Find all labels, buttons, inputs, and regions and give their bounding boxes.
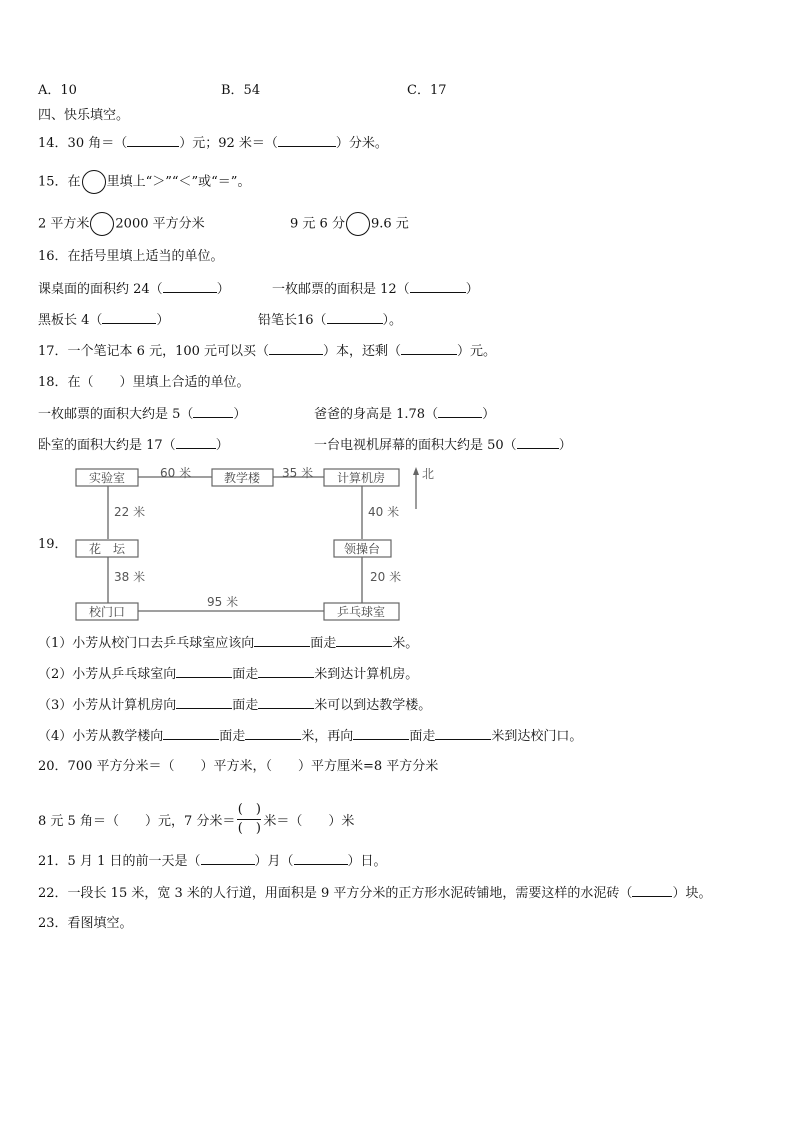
question-16-row: 铅笔长16（ ）。: [258, 313, 403, 328]
question-16-row: 一枚邮票的面积是 12（ ）: [272, 282, 479, 297]
option-a: A．10: [38, 83, 77, 98]
answer-blank[interactable]: [176, 665, 232, 678]
answer-blank[interactable]: [193, 405, 233, 418]
answer-blank[interactable]: [163, 727, 219, 740]
question-15: 15．在 里填上“＞”“＜”或“＝”。: [38, 170, 250, 194]
answer-blank[interactable]: [163, 280, 217, 293]
answer-blank[interactable]: [294, 852, 348, 865]
question-20-row: 8 元 5 角＝（ ）元，7 分米＝ $\frac{( )}{( )}$ 米＝（ ）米: [38, 802, 355, 836]
answer-blank[interactable]: [269, 342, 323, 355]
map-lab-label: 实验室: [88, 471, 126, 485]
answer-blank[interactable]: [336, 634, 392, 647]
north-label: 北: [422, 467, 435, 481]
answer-blank[interactable]: [176, 696, 232, 709]
question-14: 14．30 角＝（ ）元；92 米＝（ ）分米。: [38, 136, 388, 151]
compare-circle[interactable]: [90, 212, 114, 236]
answer-blank[interactable]: [632, 884, 672, 897]
map-garden-label: 花 坛: [88, 542, 126, 556]
question-19-sub2: （2）小芳从乒乓球室向 面走 米到达计算机房。: [38, 667, 419, 682]
question-15-row: 2 平方米 2000 平方分米: [38, 212, 205, 236]
school-route-map: [70, 464, 440, 624]
question-22: 22．一段长 15 米，宽 3 米的人行道，用面积是 9 平方分米的正方形水泥砖铺地，需要这样的水泥砖（ ）块。: [38, 886, 712, 901]
fraction-blank[interactable]: $\frac{( )}{( )}$: [237, 802, 261, 836]
distance-label: 20 米: [370, 570, 402, 584]
answer-blank[interactable]: [254, 634, 310, 647]
question-15-row: 9 元 6 分 9.6 元: [290, 212, 409, 236]
question-19-sub4: （4）小芳从教学楼向 面走 米，再向 面走 米到达校门口。: [38, 729, 583, 744]
question-23: 23．看图填空。: [38, 916, 133, 931]
question-18-row: 一枚邮票的面积大约是 5（ ）: [38, 407, 247, 422]
answer-blank[interactable]: [258, 665, 314, 678]
question-16: 16．在括号里填上适当的单位。: [38, 249, 224, 264]
north-arrow-icon: [413, 467, 419, 475]
question-19-sub1: （1）小芳从校门口去乒乓球室应该向 面走 米。: [38, 636, 419, 651]
map-teaching-building-label: 教学楼: [223, 471, 261, 485]
answer-blank[interactable]: [278, 134, 336, 147]
question-19-number: 19．: [38, 537, 68, 552]
distance-label: 60 米: [160, 466, 192, 480]
question-18: 18．在（ ）里填上合适的单位。: [38, 375, 250, 390]
section-heading: 四、快乐填空。: [38, 108, 130, 123]
distance-label: 22 米: [114, 505, 146, 519]
question-18-row: 爸爸的身高是 1.78（ ）: [314, 407, 496, 422]
distance-label: 35 米: [282, 466, 314, 480]
distance-label: 40 米: [368, 505, 400, 519]
answer-blank[interactable]: [176, 436, 216, 449]
choice-options: [38, 82, 447, 100]
question-17: 17．一个笔记本 6 元，100 元可以买（ ）本，还剩（ ）元。: [38, 344, 497, 359]
map-computer-room-label: 计算机房: [336, 471, 386, 485]
answer-blank[interactable]: [410, 280, 466, 293]
answer-blank[interactable]: [327, 311, 383, 324]
answer-blank[interactable]: [201, 852, 255, 865]
answer-blank[interactable]: [102, 311, 156, 324]
answer-blank[interactable]: [401, 342, 457, 355]
answer-blank[interactable]: [435, 727, 491, 740]
question-21: 21．5 月 1 日的前一天是（ ）月（ ）日。: [38, 854, 387, 869]
question-18-row: 一台电视机屏幕的面积大约是 50（ ）: [314, 438, 572, 453]
option-b: B．54: [221, 83, 261, 98]
map-pingpong-label: 乒乓球室: [336, 605, 386, 619]
compare-circle[interactable]: [82, 170, 106, 194]
compare-circle[interactable]: [346, 212, 370, 236]
answer-blank[interactable]: [245, 727, 301, 740]
distance-label: 95 米: [207, 595, 239, 609]
question-16-row: 黑板长 4（ ）: [38, 313, 170, 328]
answer-blank[interactable]: [438, 405, 482, 418]
answer-blank[interactable]: [353, 727, 409, 740]
question-19-sub3: （3）小芳从计算机房向 面走 米可以到达教学楼。: [38, 698, 432, 713]
question-18-row: 卧室的面积大约是 17（ ）: [38, 438, 229, 453]
answer-blank[interactable]: [517, 436, 559, 449]
map-stage-label: 领操台: [343, 542, 381, 556]
answer-blank[interactable]: [127, 134, 179, 147]
option-c: C．17: [407, 83, 447, 98]
distance-label: 38 米: [114, 570, 146, 584]
map-gate-label: 校门口: [88, 605, 126, 619]
question-16-row: 课桌面的面积约 24（ ）: [38, 282, 230, 297]
answer-blank[interactable]: [258, 696, 314, 709]
question-20: 20．700 平方分米＝（ ）平方米，（ ）平方厘米=8 平方分米: [38, 759, 439, 774]
